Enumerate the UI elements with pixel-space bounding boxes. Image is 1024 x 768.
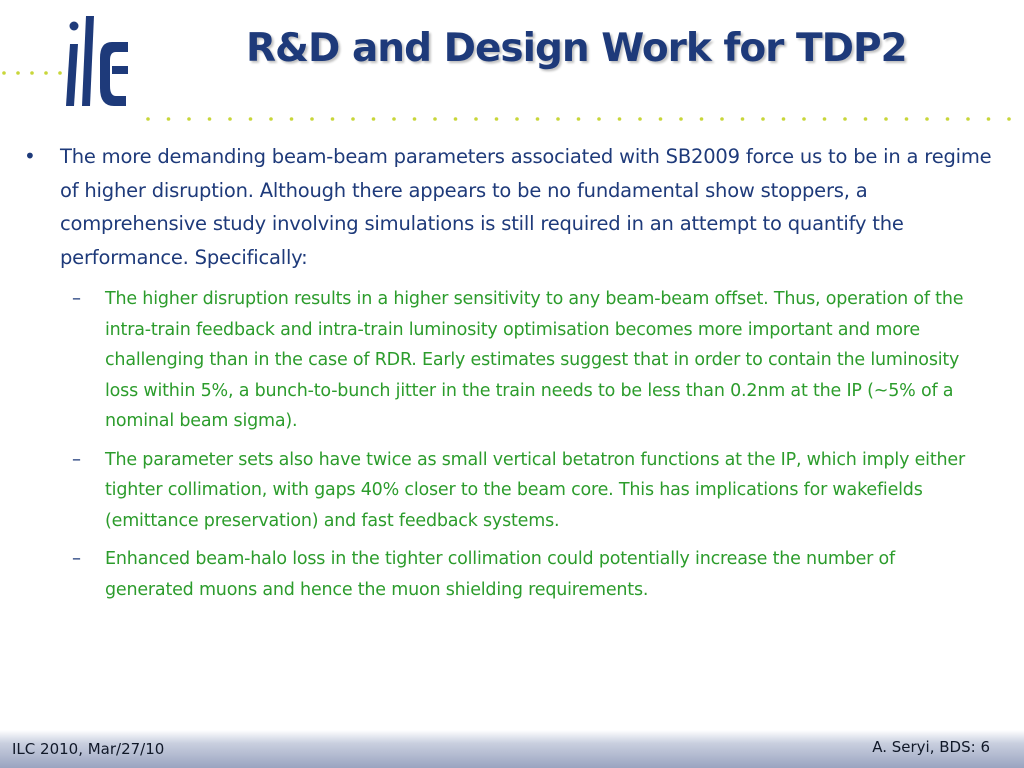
divider-dot: [966, 117, 970, 121]
divider-dot: [351, 117, 355, 121]
divider-dot: [228, 117, 232, 121]
divider-dot: [761, 117, 765, 121]
divider-dot: [1007, 117, 1011, 121]
divider-dot: [946, 117, 950, 121]
sub-bullet-2: [0, 445, 985, 537]
footer-author-page: A. Seryi, BDS: 6: [872, 738, 990, 756]
divider-dot: [659, 117, 663, 121]
divider-dot: [700, 117, 704, 121]
main-bullet: [0, 140, 1000, 274]
bullet-marker: •: [24, 144, 36, 168]
divider-dot: [597, 117, 601, 121]
footer-event-date: ILC 2010, Mar/27/10: [12, 740, 165, 758]
main-bullet-text: The more demanding beam-beam parameters associated with SB2009 force us to be in a regime of higher disruption. Although there appears to be no fundamental show stoppers, a comprehensive study involving simulations is still required in an attempt to quantify the performance. Specifically:: [60, 145, 992, 269]
divider-dot: [864, 117, 868, 121]
divider-dot: [249, 117, 253, 121]
divider-dot: [310, 117, 314, 121]
slide-title: R&D and Design Work for TDP2: [246, 26, 907, 71]
divider-dot: [372, 117, 376, 121]
sub-bullet-list: [0, 284, 1024, 605]
divider-dot: [720, 117, 724, 121]
sub-bullet-3: [0, 544, 985, 605]
divider-dot: [413, 117, 417, 121]
sub-bullet-marker: –: [72, 448, 81, 470]
divider-dot: [290, 117, 294, 121]
divider-dot: [167, 117, 171, 121]
divider-dot: [269, 117, 273, 121]
slide-content: [0, 140, 1024, 613]
divider-dot: [392, 117, 396, 121]
divider-dot: [556, 117, 560, 121]
divider-dot: [823, 117, 827, 121]
divider-dot: [741, 117, 745, 121]
sub-bullet-text: The parameter sets also have twice as small vertical betatron functions at the IP, which imply either tighter collimation, with gaps 40% closer to the beam core. This has implications for wakefields (emittance preservation) and fast feedback systems.: [105, 449, 965, 531]
slide-footer: [0, 730, 1024, 768]
dotted-line-divider: [140, 116, 1024, 122]
divider-dot: [208, 117, 212, 121]
divider-dot: [884, 117, 888, 121]
divider-dot: [577, 117, 581, 121]
divider-dot: [679, 117, 683, 121]
divider-dot: [454, 117, 458, 121]
divider-dot: [536, 117, 540, 121]
divider-dot: [474, 117, 478, 121]
divider-dot: [331, 117, 335, 121]
divider-dot: [843, 117, 847, 121]
divider-dot: [515, 117, 519, 121]
ilc-logo: [60, 10, 140, 110]
divider-dot: [925, 117, 929, 121]
divider-dot: [187, 117, 191, 121]
divider-dot: [987, 117, 991, 121]
divider-dot: [905, 117, 909, 121]
sub-bullet-marker: –: [72, 548, 81, 569]
sub-bullet-1: [0, 284, 985, 437]
sub-bullet-text: Enhanced beam-halo loss in the tighter collimation could potentially increase the number of generated muons and hence the muon shielding requirements.: [105, 549, 895, 600]
divider-dot: [618, 117, 622, 121]
divider-dot: [782, 117, 786, 121]
dotted-line-left: [0, 70, 70, 76]
sub-bullet-text: The higher disruption results in a higher sensitivity to any beam-beam offset. Thus, operation of the intra-train feedback and intra-train luminosity optimisation becomes more important and more challenging than in the case of RDR. Early estimates suggest that in order to contain the luminosity loss within 5%, a bunch-to-bunch jitter in the train needs to be less than 0.2nm at the IP (~5% of a nominal beam sigma).: [105, 289, 964, 431]
divider-dot: [802, 117, 806, 121]
sub-bullet-marker: –: [72, 288, 81, 309]
divider-dot: [638, 117, 642, 121]
divider-dot: [146, 117, 150, 121]
divider-dot: [433, 117, 437, 121]
divider-dot: [495, 117, 499, 121]
